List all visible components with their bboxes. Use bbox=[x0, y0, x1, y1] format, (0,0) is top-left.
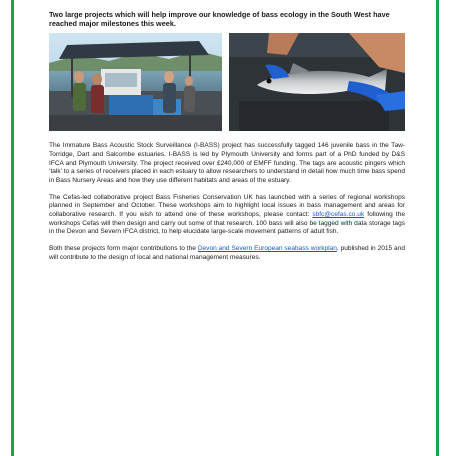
article-content bbox=[49, 10, 405, 263]
workplan-paragraph-text-end: , published in 2015 and will contribute to the design of local and national management measures. bbox=[49, 245, 405, 261]
photo-row bbox=[49, 33, 405, 133]
cefas-paragraph-text-end: following the workshops Cefas will then design and carry out some of that research. 100 bass will also be tagged with data storage tags in the Devon and Severn IFCA district, to help elucidate large-scale movement patterns of adult fish. bbox=[49, 211, 406, 236]
email-link[interactable]: sbfc@cefas.co.uk bbox=[312, 211, 365, 219]
boat-team-photo bbox=[49, 33, 222, 131]
cefas-paragraph-text: The Cefas-led collaborative project Bass Fisheries Conservation UK has launched with a series of regional workshops planned in September and October. These workshops aim to highlight local issues in bass management and areas for collaborative research. If you wish to attend one of these workshops, please contact: bbox=[49, 193, 405, 219]
boat-team-photo-image bbox=[49, 33, 222, 131]
article-intro: Two large projects which will help improve our knowledge of bass ecology in the South West have reached major milestones this week. bbox=[49, 10, 390, 29]
workplan-paragraph bbox=[49, 245, 405, 262]
bass-fish-photo bbox=[229, 33, 405, 131]
bass-fish-photo-image bbox=[229, 33, 405, 131]
cefas-paragraph bbox=[49, 194, 405, 237]
ibass-paragraph: The Immature Bass Acoustic Stock Surveillance (I-BASS) project has successfully tagged 146 juvenile bass in the Taw-Torridge, Dart and Salcombe estuaries. I-BASS is led by Plymouth University and forms part of a PhD funded by D&S IFCA and Plymouth University. The project received over £240,000 of EMFF funding. The tags are acoustic pingers which ‘talk’ to a series of receivers placed in each estuary to allow researchers to understand in detail how much time bass spend in Bass Nursery Areas and how they use different habitats and areas of the estuary. bbox=[49, 142, 405, 184]
workplan-paragraph-text: Both these projects form major contributions to the bbox=[49, 245, 198, 253]
workplan-link[interactable]: Devon and Severn European seabass workplan bbox=[197, 245, 337, 253]
